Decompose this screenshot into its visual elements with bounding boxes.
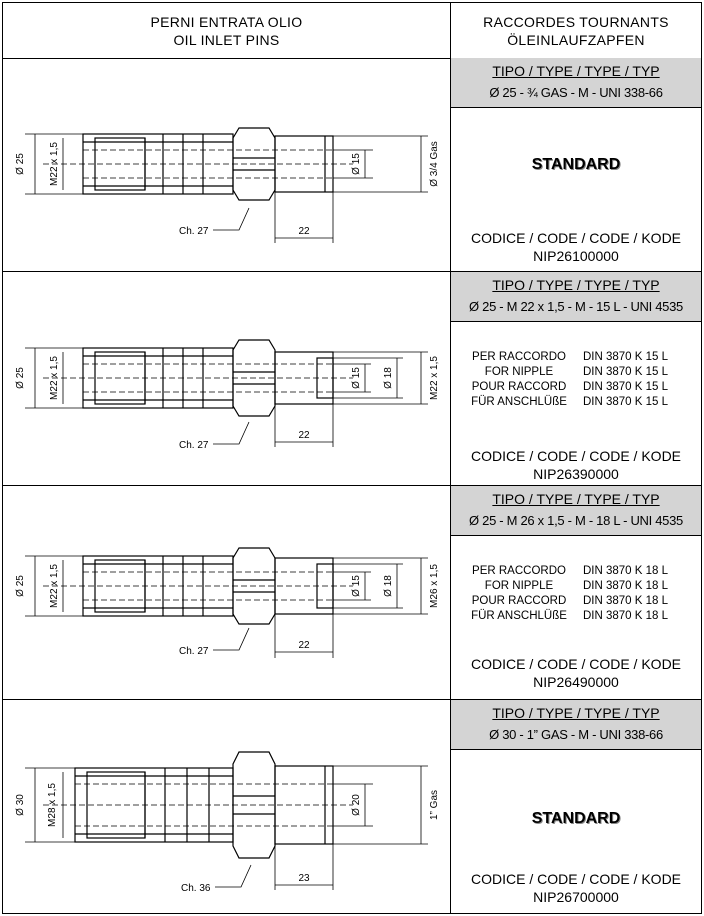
din-row: FOR NIPPLE DIN 3870 K 18 L	[484, 580, 669, 592]
header-left	[3, 3, 451, 58]
dim-thread: M28 x 1,5	[47, 783, 58, 827]
product-info-1	[451, 58, 701, 271]
dim-bore: Ø 15	[351, 575, 362, 597]
type-box	[451, 700, 701, 750]
dim-hex: Ch. 27	[179, 646, 209, 657]
fitting-drawing	[3, 486, 451, 700]
product-row-1	[3, 58, 701, 272]
product-row-2	[3, 272, 701, 486]
type-title: TIPO / TYPE / TYPE / TYP	[492, 277, 660, 293]
dim-bore: Ø 15	[351, 153, 362, 175]
dim-length: 23	[298, 873, 310, 884]
product-info-2	[451, 272, 701, 485]
fitting-drawing	[3, 58, 451, 272]
dim-end: 1” Gas	[429, 789, 440, 821]
type-spec: Ø 25 - ¾ GAS - M - UNI 338-66	[489, 85, 663, 100]
header-title-fr: RACCORDES TOURNANTS	[483, 13, 669, 30]
dim-bore-2: Ø 18	[383, 575, 394, 597]
product-code: NIP26700000	[533, 889, 619, 905]
din-row: FOR NIPPLE DIN 3870 K 15 L	[484, 366, 669, 378]
dim-thread: M22 x 1,5	[49, 564, 60, 608]
dim-length: 22	[298, 226, 310, 237]
fitting-drawing	[3, 272, 451, 486]
dim-bore: Ø 15	[351, 367, 362, 389]
table-header	[3, 3, 701, 59]
type-box	[451, 58, 701, 108]
technical-drawing-4	[3, 700, 451, 913]
fitting-drawing	[3, 700, 451, 913]
header-title-en: OIL INLET PINS	[173, 31, 280, 48]
din-row: POUR RACCORD DIN 3870 K 15 L	[471, 381, 669, 393]
type-title: TIPO / TYPE / TYPE / TYP	[492, 491, 660, 507]
din-list	[463, 350, 693, 410]
dim-hex: Ch. 27	[179, 226, 209, 237]
header-title-de: ÖLEINLAUFZAPFEN	[507, 31, 645, 48]
dim-length: 22	[298, 430, 310, 441]
dim-thread: M22 x 1,5	[49, 142, 60, 186]
din-list	[463, 564, 693, 624]
din-row: PER RACCORDO DIN 3870 K 15 L	[472, 351, 669, 363]
dim-bore-2: Ø 18	[383, 367, 394, 389]
type-title: TIPO / TYPE / TYPE / TYP	[492, 705, 660, 721]
standard-label: STANDARD	[531, 156, 621, 173]
type-spec: Ø 30 - 1” GAS - M - UNI 338-66	[489, 727, 663, 742]
type-title: TIPO / TYPE / TYPE / TYP	[492, 63, 660, 79]
product-row-3	[3, 486, 701, 700]
technical-drawing-2	[3, 272, 451, 485]
dim-end: M22 x 1,5	[429, 356, 440, 400]
standard-label: STANDARD	[531, 810, 621, 827]
dim-outer: Ø 30	[15, 794, 26, 816]
product-code: NIP26390000	[533, 466, 619, 482]
header-title-it: PERNI ENTRATA OLIO	[150, 13, 303, 30]
technical-drawing-3	[3, 486, 451, 699]
din-row: FÜR ANSCHLÜßE DIN 3870 K 18 L	[471, 610, 669, 622]
din-row: FÜR ANSCHLÜßE DIN 3870 K 15 L	[471, 396, 669, 408]
type-spec: Ø 25 - M 26 x 1,5 - M - 18 L - UNI 4535	[469, 513, 683, 528]
dim-outer: Ø 25	[15, 575, 26, 597]
code-label: CODICE / CODE / CODE / KODE	[470, 448, 682, 464]
header-right	[451, 3, 701, 58]
code-label: CODICE / CODE / CODE / KODE	[470, 656, 682, 672]
product-info-3	[451, 486, 701, 699]
code-label: CODICE / CODE / CODE / KODE	[470, 230, 682, 246]
product-code: NIP26490000	[533, 674, 619, 690]
technical-drawing-1	[3, 58, 451, 271]
dim-outer: Ø 25	[15, 367, 26, 389]
din-row: POUR RACCORD DIN 3870 K 18 L	[471, 595, 669, 607]
dim-end: Ø 3/4 Gas	[429, 141, 440, 187]
catalog-sheet	[2, 2, 702, 914]
dim-hex: Ch. 27	[179, 440, 209, 451]
dim-hex: Ch. 36	[181, 883, 211, 894]
dim-bore: Ø 20	[351, 794, 362, 816]
dim-end: M26 x 1,5	[429, 564, 440, 608]
dim-outer: Ø 25	[15, 153, 26, 175]
code-label: CODICE / CODE / CODE / KODE	[470, 871, 682, 887]
type-spec: Ø 25 - M 22 x 1,5 - M - 15 L - UNI 4535	[469, 299, 683, 314]
product-row-4	[3, 700, 701, 913]
dim-length: 22	[298, 640, 310, 651]
din-row: PER RACCORDO DIN 3870 K 18 L	[472, 565, 669, 577]
product-info-4	[451, 700, 701, 913]
type-box	[451, 486, 701, 536]
dim-thread: M22 x 1,5	[49, 356, 60, 400]
type-box	[451, 272, 701, 322]
product-code: NIP26100000	[533, 248, 619, 264]
